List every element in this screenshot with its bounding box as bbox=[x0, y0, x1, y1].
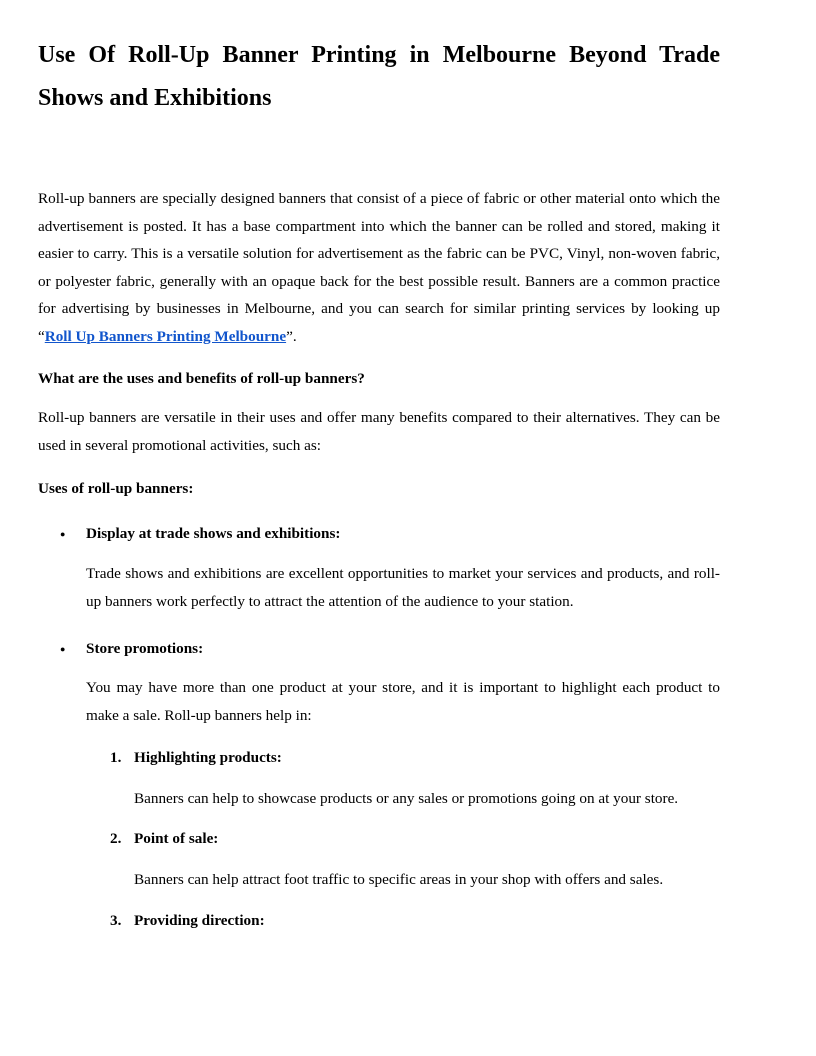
section-heading: What are the uses and benefits of roll-up banners? bbox=[38, 370, 365, 387]
bullet-body: Trade shows and exhibitions are excellent opportunities to market your services and products, and roll-up banners work perfectly to attract the attention of the audience to your station. bbox=[86, 565, 720, 610]
intro-text: Roll-up banners are specially designed banners that consist of a piece of fabric or other material onto which the advertisement is posted. It has a base compartment into which the banner can be rolled and stored, making it easier to carry. This is a versatile solution for advertisement as the fabric can be PVC, Vinyl, non-woven fabric, or polyester fabric, generally with an opaque back for the best possible result. Banners are a common practice for advertising by businesses in Melbourne, and you can search for similar printing services by looking up “ bbox=[38, 190, 720, 345]
page-title bbox=[38, 34, 720, 120]
item-title: Point of sale: bbox=[134, 830, 219, 847]
item-body: Banners can help attract foot traffic to specific areas in your shop with offers and sales. bbox=[134, 871, 664, 888]
numbered-item bbox=[110, 747, 282, 769]
item-title: Highlighting products: bbox=[134, 749, 282, 766]
title-line-2: Shows and Exhibitions bbox=[38, 85, 272, 111]
item-number: 3. bbox=[110, 912, 122, 929]
uses-heading: Uses of roll-up banners: bbox=[38, 480, 194, 497]
intro-paragraph bbox=[38, 185, 720, 351]
item-number: 1. bbox=[110, 749, 122, 766]
section-intro-paragraph: Roll-up banners are versatile in their uses and offer many benefits compared to their alternatives. They can be used in several promotional activities, such as: bbox=[38, 409, 720, 454]
title-line-1: Use Of Roll-Up Banner Printing in Melbourne Beyond Trade bbox=[38, 42, 720, 68]
item-number: 2. bbox=[110, 830, 122, 847]
bullet-title: Display at trade shows and exhibitions: bbox=[86, 525, 341, 542]
bullet-title: Store promotions: bbox=[86, 640, 204, 657]
roll-up-banners-link[interactable]: Roll Up Banners Printing Melbourne bbox=[44, 327, 287, 345]
bullet-marker: ● bbox=[60, 644, 66, 654]
bullet-body: You may have more than one product at your store, and it is important to highlight each product to make a sale. Roll-up banners help in: bbox=[86, 679, 720, 724]
intro-text-end: ”. bbox=[286, 327, 297, 345]
item-title: Providing direction: bbox=[134, 912, 265, 929]
item-body: Banners can help to showcase products or any sales or promotions going on at your store. bbox=[134, 790, 679, 807]
numbered-item bbox=[110, 828, 218, 850]
bullet-marker: ● bbox=[60, 529, 66, 539]
numbered-item bbox=[110, 910, 265, 932]
